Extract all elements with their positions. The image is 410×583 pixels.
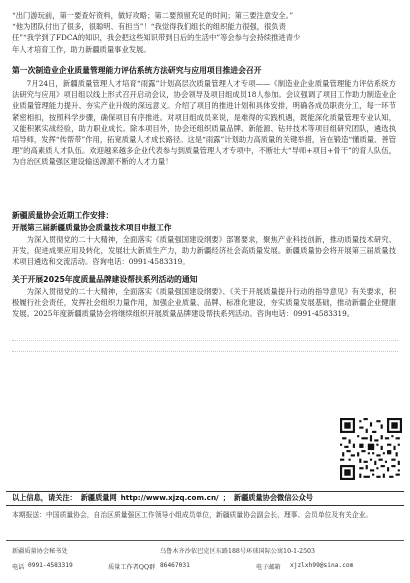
intro-line: “出门游玩前，第一要查好资料，做好攻略；第二要预留充足的时间；第三要注意安全。” [12,11,294,20]
email-link[interactable]: xjzlxh99@sina.com [290,562,354,569]
contact-info [12,0,402,583]
section-paragraph: 为深入贯彻党的二十大精神，全面落实《质量强国建设纲要》、《关于开展质量提升行动的指导意见》有关要求，积极履行社会责任，发挥社会组织力量作用，加强企业质量、品牌、标准化建设，夯实质量发展基础，推动新疆企业健康发展。2025年度新疆质量协会将继续组织开展质量品牌建设帮扶系列活动。咨询电话：0991-4583319。 [12,287,396,319]
intro-line: 任”“我学到了FDCA的知识，我会把这些知识带到日后的生活中”等会参与会持续推进青少 [12,33,301,43]
address: 乌鲁木齐沙依巴克区东路188号环球国际公寓10-1-2503 [160,548,315,555]
section-paragraph: 7月24日，新疆质量管理人才培育“雨露”计划高层次质量管理人才专项——《制造业企业质量管理能力评估系统方法研究与应用》项目组以线上形式召开启动会议，协会领导及项目组成员18人参加。会议强调了项目工作助力制造业企业质量管理能力提升、夯实产业升级的深远意义。介绍了项目的推进计划和具体安排，明确各成员职责分工，每一环节紧密相扣，按照科学步骤，确保项目有序推进。对项目组成员来说，是难得的实践机遇，既能深化质量管理专业认知，又能积累实战经验，助力职业成长。除本项目外，协会还组织质量品牌、新能源、钻井技术等项目组研究团队，遴选执培导师，发挥“传帮带”作用，拓宽质量人才成长路径。这是“雨露”计划助力高质量的关键举措，旨在锻造“懂质量、善管理”的高素质人才队伍。欢迎越来越多企业代表参与到质量管理人才专项中，不断壮大“导师+项目+骨干”的育人队伍，为自治区质量强区建设输送源源不断的人才力量！ [12,79,396,167]
phone-number: 0991-4583319 [28,562,73,569]
section-heading: 关于开展2025年度质量品牌建设帮扶系列活动的通知 [12,275,198,284]
intro-line: 年人才培育工作，助力新疆质量事业发展。 [12,44,151,54]
distribution-scope-text: 本期报送：中国质量协会，自治区质量强区工作领导小组成员单位，新疆质量协会副会长、理事、会员单位及有关企业。 [12,511,373,519]
section-paragraph: 为深入贯彻党的二十大精神，全面落实《质量强国建设纲要》部署要求，聚焦产业科技创新，推动质量技术研究、开发，促进成果应用及转化，发展壮大新质生产力，助力新疆经济社会高质量发展。新疆质量协会将开展第三届质量技术项目遴选和交流活动。咨询电话：0991-4583319。 [12,235,396,267]
contact-row [12,546,402,556]
qq-number: 86467031 [160,562,190,569]
section-heading: 新疆质量协会近期工作安排： [12,211,114,220]
intro-line: “他为团队付出了很多，很聪明、有担当”！“我觉得我们组长的组织能力很强，很负责 [12,22,286,32]
section-subheading: 开展第三届新疆质量协会质量技术项目申报工作 [12,223,172,232]
site-url-link[interactable]: http://www.xjzq.com.cn/ [120,493,219,502]
site-name-link[interactable]: 新疆质量网 [80,493,117,502]
section-heading: 第一次制造业企业质量管理能力评估系统方法研究与应用项目推进会召开 [12,66,262,75]
contact-row [12,562,402,572]
follow-prefix: 以上信息，请关注： [12,493,77,502]
email-label: 电子邮箱 [256,564,281,571]
qq-label: 质量工作者QQ群 [108,564,156,571]
phone-label: 电话 [12,564,25,571]
separator: ； [222,493,230,502]
wechat-account-name: 新疆质量协会微信公众号 [233,493,313,502]
editor-name: 新疆质量协会秘书处 [12,548,68,555]
